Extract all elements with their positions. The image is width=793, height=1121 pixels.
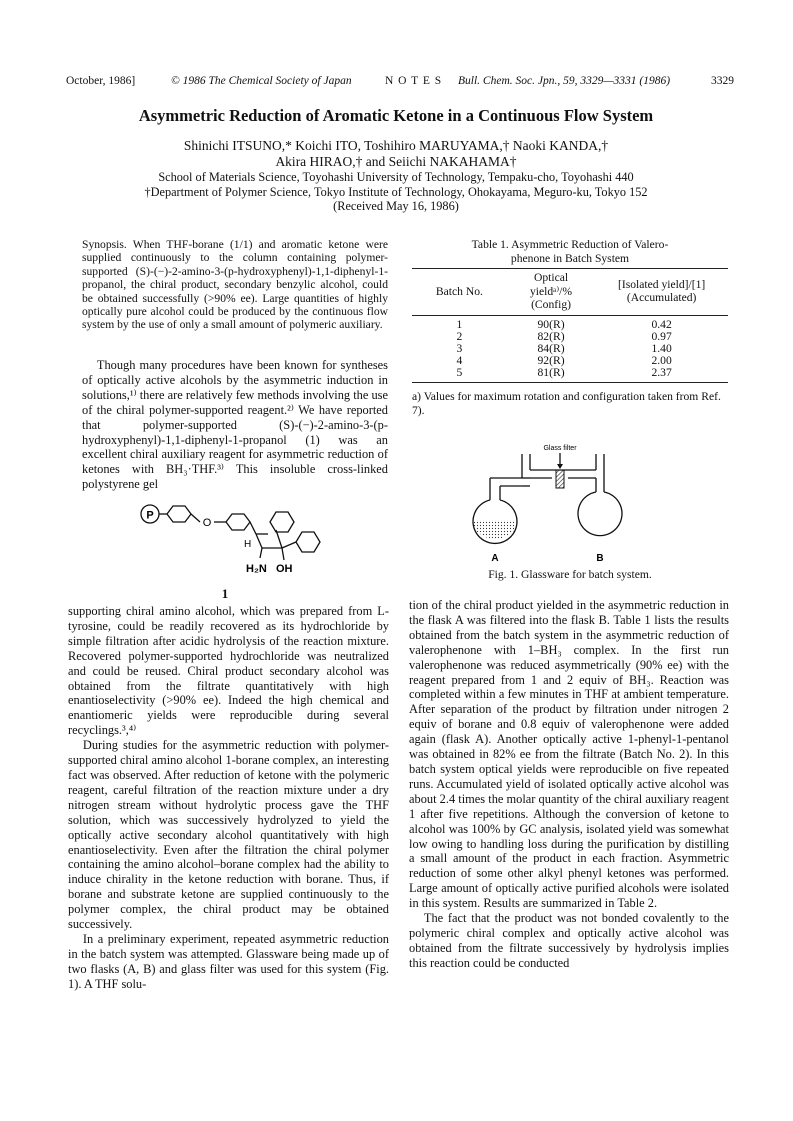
header-section: N O T E S: [385, 75, 443, 87]
paragraph: tion of the chiral product yielded in the asymmetric reduction in the flask A was filtered into the flask B. Table 1 lists the results obtained from the batch system in the asymmetric reduction of valerophenone with 1–BH₃ complex. In the first run valerophenone was reduced asymmetrically (90% ee) with the reagent prepared from 1 and 2 equiv of BH₃. Reaction was completed within a few minutes in THF at ambient temperature. After separation of the product by filtration under nitrogen 2 equiv of borane and 0.8 equiv of valerophenone were added again (flask A). Another optically active 1-phenyl-1-pentanol was obtained in 82% ee from the filtrate (Batch No. 2). In this batch system optical yields were reproducible on five repeated runs. Accumulated yield of isolated optically active alcohol was about 2.4 times the molar quantity of the chiral auxiliary reagent 1 after five repetitions. Although the conversion of ketone to alcohol was 100% by GC analysis, isolated yield was somewhat low owing to handling loss during the purification by distilling a small amount of the product in each fraction. Asymmetric reduction of some other alkyl phenyl ketones was performed. Large amount of optically active purified alcohols were isolated in this system. Results are summarized in Table 2.: [409, 598, 729, 911]
glassware-figure: [470, 440, 650, 565]
paragraph: supporting chiral amino alcohol, which was prepared from L-tyrosine, could be readily recovered as its hydrochloride by simple filtration after acidic hydrolysis of the reaction mixture. Recovered polymer-supported hydrochloride was neutralized and could be reused. Chiral product secondary alcohol was obtained from the filtrate quantitatively with high enantioselectivity (>90% ee). Indeed the high chemical and enantiomeric yields were reproducible during several recyclings.³,⁴⁾: [68, 604, 389, 738]
chemical-structure: [136, 500, 326, 584]
flask-b: [578, 492, 622, 536]
header-journal: Bull. Chem. Soc. Jpn., 59, 3329—3331 (1986): [458, 75, 671, 87]
table-caption: [412, 238, 728, 266]
cell-isolated: 2.37: [595, 367, 728, 382]
glass-filter-label: Glass filter: [543, 445, 577, 452]
hydroxyl-label: OH: [276, 563, 293, 575]
table-footnote: a) Values for maximum rotation and configuration taken from Ref. 7).: [412, 390, 721, 417]
paragraph: In a preliminary experiment, repeated asymmetric reduction in the batch system was attempted. Glassware being made up of two flasks (A, B) and glass filter was used for this system (Fig. 1). A THF solu-: [68, 931, 389, 991]
table-header-row: [412, 269, 728, 316]
table-row: [412, 315, 728, 331]
hydrogen-label: H: [244, 539, 252, 550]
polymer-label: P: [146, 509, 154, 522]
author-line-2: Akira HIRAO,† and Seiichi NAKAHAMA†: [275, 154, 517, 169]
affiliations: [60, 170, 732, 214]
header-optical-line-2: yieldᵃ⁾/%: [529, 284, 573, 298]
cell-optical: 90(R): [537, 317, 565, 331]
author-list: [60, 138, 732, 170]
paragraph: Though many procedures have been known for syntheses of optically active alcohols by the asymmetric induction in solutions,¹⁾ there are relatively few methods involving the use of the chiral polymer-supported reagent.²⁾ We have reported that polymer-supported (S)-(−)-2-amino-3-(p-hydroxyphenyl)-1,1-diphenyl-1-propanol (1) was an excellent chiral auxiliary reagent for asymmetric reduction of ketones with BH₃·THF.³⁾ This insoluble cross-linked polystyrene gel: [82, 358, 388, 492]
header-isolated-yield: [595, 269, 728, 316]
cell-optical: 92(R): [537, 354, 565, 368]
header-optical-line-1: Optical: [533, 271, 569, 284]
cell-isolated: 0.97: [651, 329, 672, 343]
results-table: [412, 268, 728, 383]
header-batch: Batch No.: [412, 269, 507, 316]
paragraph: During studies for the asymmetric reduction with polymer-supported chiral amino alcohol 1-borane complex, an interesting fact was observed. After reduction of ketone with the polymeric reagent, careful filtration of the reaction mixture under a dry nitrogen stream without hydrolytic process gave the THF solution, which was successively hydrolyzed to yield the optically active secondary alcohol quantitatively with high enantioselectivity. Even after the filtration the chiral polymer containing the amino alcohol–borane complex had the ability to induce chirality in the ketone reduction with borane. Thus, if borane and substrate ketone are supplied continuously to the polymer complex, the chiral product may be obtained successively.: [68, 738, 389, 932]
benzene-ring-2: [226, 514, 250, 530]
cell-batch: 3: [456, 341, 463, 355]
header-page-number: 3329: [711, 75, 734, 87]
cell-optical: 82(R): [537, 329, 565, 343]
flask-b-label: B: [596, 553, 604, 564]
article-title: Asymmetric Reduction of Aromatic Ketone in a Continuous Flow System: [138, 106, 654, 125]
header-date: October, 1986]: [66, 75, 136, 87]
cell-batch: 2: [456, 329, 463, 343]
glass-filter: [556, 470, 564, 488]
synopsis-text: Synopsis. When THF-borane (1/1) and aromatic ketone were supplied continuously to the column containing polymer-supported (S)-(−)-2-amino-3-(p-hydroxyphenyl)-1,1-diphenyl-1-propanol, the chiral product, secondary benzylic alcohol, could be obtained successfully (>90% ee). Large quantities of highly optically pure alcohol could be produced by the continuous flow system by the use of only a small amount of polymeric auxiliary.: [82, 238, 388, 332]
amine-label: H₂N: [246, 563, 267, 575]
running-header: [66, 73, 734, 89]
cell-batch: 5: [412, 367, 507, 382]
paragraph: The fact that the product was not bonded covalently to the polymeric chiral complex and optically active alcohol was obtained from the filtrate successively by hydrolysis implies this reaction could be conducted: [409, 911, 729, 970]
phenyl-ring-2: [296, 532, 320, 552]
body-left-bottom: [68, 604, 389, 992]
oxygen-label: O: [202, 517, 212, 529]
table-caption-line-2: phenone in Batch System: [510, 252, 630, 265]
author-line-1: Shinichi ITSUNO,* Koichi ITO, Toshihiro MARUYAMA,† Naoki KANDA,†: [183, 138, 609, 153]
header-copyright: © 1986 The Chemical Society of Japan: [171, 75, 352, 87]
cell-isolated: 1.40: [651, 341, 672, 355]
header-optical-line-3: (Config): [531, 298, 571, 311]
affiliation-2: †Department of Polymer Science, Tokyo Institute of Technology, Ohokayama, Meguro-ku, Tokyo 152: [144, 184, 648, 199]
body-left-top: [82, 358, 388, 492]
table-caption-line-1: Table 1. Asymmetric Reduction of Valero-: [471, 238, 669, 251]
phenyl-ring-1: [270, 512, 294, 532]
synopsis: [82, 238, 388, 332]
figure-caption: Fig. 1. Glassware for batch system.: [488, 568, 652, 581]
table-row: [412, 367, 728, 382]
received-date: (Received May 16, 1986): [333, 199, 459, 213]
cell-isolated: 2.00: [651, 354, 672, 368]
cell-batch: 4: [456, 354, 463, 368]
cell-isolated: 0.42: [651, 317, 672, 331]
benzene-ring-1: [167, 506, 191, 522]
cell-optical: 84(R): [537, 341, 565, 355]
reaction-mixture: [474, 520, 517, 539]
header-isolated-line-2: (Accumulated): [626, 291, 697, 305]
header-optical-yield: [507, 269, 595, 316]
flask-a-label: A: [491, 553, 499, 564]
body-right-bottom: [409, 598, 729, 971]
cell-batch: 1: [456, 317, 463, 331]
header-isolated-line-1: [Isolated yield]/[1]: [618, 277, 706, 291]
affiliation-1: School of Materials Science, Toyohashi University of Technology, Tempaku-cho, Toyohashi 440: [158, 170, 634, 184]
compound-number: 1: [221, 586, 229, 601]
cell-optical: 81(R): [507, 367, 595, 382]
